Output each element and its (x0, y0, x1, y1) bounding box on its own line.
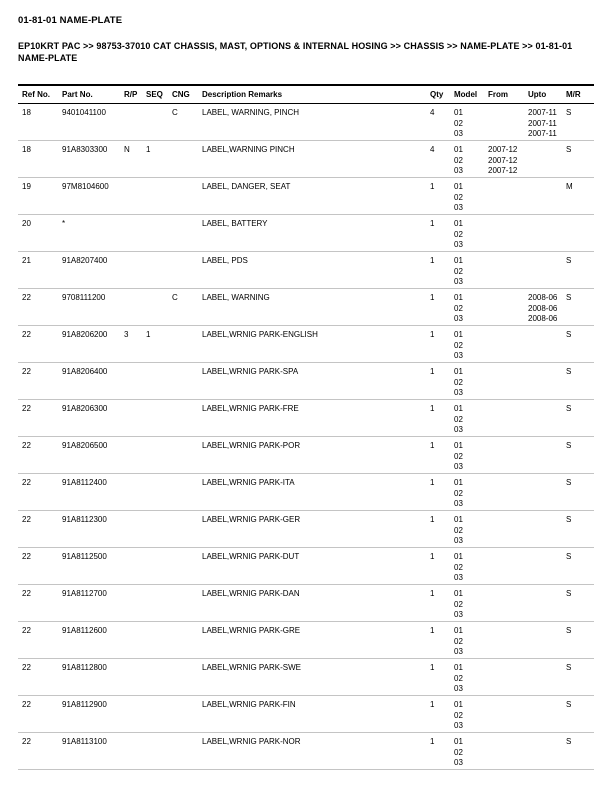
cell-desc: LABEL,WRNIG PARK-SPA (202, 367, 299, 376)
cell-upto (524, 511, 562, 547)
cell-ref: 19 (22, 182, 31, 191)
cell-model: 01 02 03 (454, 108, 463, 138)
cell-desc: LABEL,WRNIG PARK-DUT (202, 552, 300, 561)
cell-ref: 22 (22, 441, 31, 450)
table-row (18, 733, 594, 770)
cell-seq (142, 511, 168, 547)
column-header-cng: CNG (172, 90, 190, 99)
cell-ref: 22 (22, 700, 31, 709)
cell-model: 01 02 03 (454, 404, 463, 434)
cell-model: 01 02 03 (454, 256, 463, 286)
cell-from (484, 585, 524, 621)
cell-cng (168, 696, 198, 732)
cell-part: 91A8206300 (62, 404, 108, 413)
parts-table (18, 84, 594, 770)
cell-seq (142, 178, 168, 214)
cell-rp (120, 215, 142, 251)
cell-from (484, 696, 524, 732)
cell-upto (524, 400, 562, 436)
cell-rp (120, 104, 142, 140)
cell-upto (524, 437, 562, 473)
cell-qty: 1 (430, 737, 435, 746)
cell-qty: 1 (430, 626, 435, 635)
cell-part: 91A8206500 (62, 441, 108, 450)
column-header-seq: SEQ (146, 90, 163, 99)
table-row (18, 474, 594, 511)
cell-desc: LABEL, WARNING (202, 293, 270, 302)
cell-model: 01 02 03 (454, 145, 463, 175)
cell-model: 01 02 03 (454, 515, 463, 545)
cell-mr: S (566, 589, 572, 598)
cell-qty: 1 (430, 478, 435, 487)
cell-ref: 22 (22, 515, 31, 524)
table-row (18, 289, 594, 326)
cell-ref: 22 (22, 663, 31, 672)
cell-seq (142, 585, 168, 621)
cell-from (484, 474, 524, 510)
cell-mr: S (566, 441, 572, 450)
column-header-part: Part No. (62, 90, 93, 99)
cell-upto (524, 141, 562, 177)
cell-from (484, 659, 524, 695)
cell-mr: S (566, 700, 572, 709)
cell-seq (142, 289, 168, 325)
cell-desc: LABEL,WRNIG PARK-NOR (202, 737, 301, 746)
cell-mr: S (566, 108, 572, 117)
cell-ref: 21 (22, 256, 31, 265)
cell-rp (120, 400, 142, 436)
cell-qty: 1 (430, 367, 435, 376)
table-row (18, 511, 594, 548)
cell-part: 91A8112300 (62, 515, 107, 524)
cell-mr: S (566, 293, 572, 302)
cell-desc: LABEL, BATTERY (202, 219, 268, 228)
cell-qty: 1 (430, 256, 435, 265)
cell-upto (524, 696, 562, 732)
table-row (18, 215, 594, 252)
cell-part: 91A8113100 (62, 737, 107, 746)
table-row (18, 622, 594, 659)
cell-part: 91A8112400 (62, 478, 107, 487)
column-header-mr: M/R (566, 90, 581, 99)
cell-rp (120, 178, 142, 214)
cell-model: 01 02 03 (454, 552, 463, 582)
cell-from (484, 400, 524, 436)
cell-model: 01 02 03 (454, 478, 463, 508)
cell-model: 01 02 03 (454, 589, 463, 619)
cell-part: 91A8112600 (62, 626, 107, 635)
cell-upto (524, 215, 562, 251)
cell-model: 01 02 03 (454, 700, 463, 730)
cell-ref: 22 (22, 552, 31, 561)
cell-desc: LABEL,WRNIG PARK-SWE (202, 663, 301, 672)
cell-upto (524, 178, 562, 214)
cell-cng (168, 585, 198, 621)
cell-upto (524, 733, 562, 769)
cell-model: 01 02 03 (454, 219, 463, 249)
cell-cng (168, 437, 198, 473)
cell-part: 91A8112500 (62, 552, 107, 561)
cell-qty: 1 (430, 663, 435, 672)
cell-mr: M (566, 182, 573, 191)
cell-part: 91A8112800 (62, 663, 107, 672)
cell-upto (524, 659, 562, 695)
cell-part: 91A8206200 (62, 330, 108, 339)
cell-desc: LABEL,WRNIG PARK-GRE (202, 626, 301, 635)
cell-rp (120, 363, 142, 399)
cell-model: 01 02 03 (454, 626, 463, 656)
cell-desc: LABEL,WRNIG PARK-POR (202, 441, 301, 450)
cell-mr: S (566, 552, 572, 561)
cell-upto: 2008-06 2008-06 2008-06 (528, 293, 558, 323)
cell-desc: LABEL, DANGER, SEAT (202, 182, 291, 191)
cell-model: 01 02 03 (454, 182, 463, 212)
cell-cng (168, 548, 198, 584)
page-title: 01-81-01 NAME-PLATE (18, 15, 123, 26)
cell-desc: LABEL,WRNIG PARK-DAN (202, 589, 300, 598)
cell-ref: 22 (22, 626, 31, 635)
cell-from (484, 548, 524, 584)
cell-seq (142, 400, 168, 436)
cell-part: 91A8206400 (62, 367, 108, 376)
cell-seq (142, 622, 168, 658)
cell-mr (562, 215, 594, 251)
cell-seq (142, 104, 168, 140)
table-row (18, 437, 594, 474)
cell-ref: 22 (22, 293, 31, 302)
cell-ref: 22 (22, 589, 31, 598)
cell-part: 97M8104600 (62, 182, 109, 191)
cell-rp (120, 622, 142, 658)
table-header-row (18, 84, 594, 104)
cell-upto (524, 326, 562, 362)
cell-desc: LABEL, PDS (202, 256, 248, 265)
cell-from (484, 215, 524, 251)
cell-mr: S (566, 330, 572, 339)
cell-qty: 1 (430, 219, 435, 228)
cell-cng (168, 400, 198, 436)
cell-from (484, 326, 524, 362)
cell-mr: S (566, 626, 572, 635)
cell-ref: 18 (22, 108, 31, 117)
cell-part: 91A8207400 (62, 256, 108, 265)
column-header-desc: Description Remarks (202, 90, 283, 99)
cell-part: * (62, 219, 66, 228)
cell-upto (524, 585, 562, 621)
cell-rp: N (124, 145, 130, 154)
cell-from (484, 363, 524, 399)
cell-mr: S (566, 515, 572, 524)
cell-seq (142, 215, 168, 251)
cell-qty: 1 (430, 330, 435, 339)
cell-desc: LABEL,WARNING PINCH (202, 145, 295, 154)
cell-from (484, 252, 524, 288)
cell-rp: 3 (124, 330, 129, 339)
cell-model: 01 02 03 (454, 293, 463, 323)
cell-model: 01 02 03 (454, 441, 463, 471)
column-header-upto: Upto (528, 90, 547, 99)
cell-model: 01 02 03 (454, 367, 463, 397)
cell-mr: S (566, 737, 572, 746)
cell-seq (142, 252, 168, 288)
cell-part: 9708111200 (62, 293, 106, 302)
column-header-model: Model (454, 90, 478, 99)
cell-qty: 4 (430, 108, 435, 117)
cell-qty: 1 (430, 552, 435, 561)
breadcrumb: EP10KRT PAC >> 98753-37010 CAT CHASSIS, MAST, OPTIONS & INTERNAL HOSING >> CHASSIS >> NAME-PLATE >> 01-81-01 NAME-PLATE (18, 41, 573, 63)
cell-qty: 4 (430, 145, 435, 154)
cell-from (484, 733, 524, 769)
cell-cng (168, 178, 198, 214)
cell-cng (168, 252, 198, 288)
cell-rp (120, 511, 142, 547)
table-row (18, 141, 594, 178)
cell-ref: 18 (22, 145, 31, 154)
cell-seq: 1 (146, 145, 151, 154)
cell-ref: 20 (22, 219, 31, 228)
cell-seq (142, 548, 168, 584)
cell-rp (120, 733, 142, 769)
cell-seq (142, 437, 168, 473)
cell-cng: C (172, 108, 178, 117)
cell-from: 2007-12 2007-12 2007-12 (488, 145, 518, 175)
cell-rp (120, 437, 142, 473)
table-row (18, 178, 594, 215)
cell-part: 9401041100 (62, 108, 106, 117)
cell-model: 01 02 03 (454, 663, 463, 693)
table-row (18, 548, 594, 585)
column-header-rp: R/P (124, 90, 138, 99)
column-header-ref: Ref No. (22, 90, 50, 99)
cell-ref: 22 (22, 367, 31, 376)
table-row (18, 326, 594, 363)
cell-desc: LABEL,WRNIG PARK-ENGLISH (202, 330, 318, 339)
cell-qty: 1 (430, 293, 435, 302)
cell-part: 91A8303300 (62, 145, 108, 154)
cell-qty: 1 (430, 589, 435, 598)
cell-mr: S (566, 663, 572, 672)
cell-from (484, 622, 524, 658)
table-row (18, 400, 594, 437)
cell-cng (168, 733, 198, 769)
cell-rp (120, 252, 142, 288)
table-row (18, 363, 594, 400)
cell-rp (120, 585, 142, 621)
cell-upto: 2007-11 2007-11 2007-11 (528, 108, 557, 138)
cell-ref: 22 (22, 737, 31, 746)
cell-from (484, 511, 524, 547)
cell-qty: 1 (430, 700, 435, 709)
cell-mr: S (566, 404, 572, 413)
cell-upto (524, 474, 562, 510)
cell-qty: 1 (430, 515, 435, 524)
cell-ref: 22 (22, 478, 31, 487)
cell-cng (168, 363, 198, 399)
cell-cng (168, 141, 198, 177)
cell-qty: 1 (430, 441, 435, 450)
cell-cng: C (172, 293, 178, 302)
cell-cng (168, 622, 198, 658)
cell-mr: S (566, 145, 572, 154)
cell-from (484, 289, 524, 325)
table-row (18, 659, 594, 696)
cell-from (484, 178, 524, 214)
cell-upto (524, 548, 562, 584)
table-body (18, 104, 594, 770)
cell-seq (142, 733, 168, 769)
table-row (18, 585, 594, 622)
cell-rp (120, 659, 142, 695)
cell-rp (120, 474, 142, 510)
cell-upto (524, 622, 562, 658)
cell-upto (524, 363, 562, 399)
cell-desc: LABEL,WRNIG PARK-FIN (202, 700, 296, 709)
cell-from (484, 437, 524, 473)
table-row (18, 696, 594, 733)
column-header-from: From (488, 90, 508, 99)
cell-rp (120, 289, 142, 325)
cell-seq (142, 696, 168, 732)
column-header-qty: Qty (430, 90, 444, 99)
cell-model: 01 02 03 (454, 330, 463, 360)
cell-mr: S (566, 367, 572, 376)
cell-ref: 22 (22, 330, 31, 339)
cell-cng (168, 474, 198, 510)
cell-qty: 1 (430, 182, 435, 191)
cell-mr: S (566, 256, 572, 265)
cell-qty: 1 (430, 404, 435, 413)
cell-ref: 22 (22, 404, 31, 413)
cell-part: 91A8112900 (62, 700, 107, 709)
cell-desc: LABEL,WRNIG PARK-ITA (202, 478, 295, 487)
cell-from (484, 104, 524, 140)
cell-upto (524, 252, 562, 288)
cell-cng (168, 511, 198, 547)
cell-desc: LABEL,WRNIG PARK-FRE (202, 404, 299, 413)
cell-rp (120, 548, 142, 584)
cell-cng (168, 326, 198, 362)
cell-desc: LABEL,WRNIG PARK-GER (202, 515, 301, 524)
cell-rp (120, 696, 142, 732)
cell-model: 01 02 03 (454, 737, 463, 767)
cell-seq (142, 474, 168, 510)
cell-cng (168, 215, 198, 251)
table-row (18, 252, 594, 289)
cell-part: 91A8112700 (62, 589, 107, 598)
cell-seq: 1 (146, 330, 151, 339)
cell-cng (168, 659, 198, 695)
cell-mr: S (566, 478, 572, 487)
cell-seq (142, 659, 168, 695)
cell-desc: LABEL, WARNING, PINCH (202, 108, 300, 117)
cell-seq (142, 363, 168, 399)
table-row (18, 104, 594, 141)
